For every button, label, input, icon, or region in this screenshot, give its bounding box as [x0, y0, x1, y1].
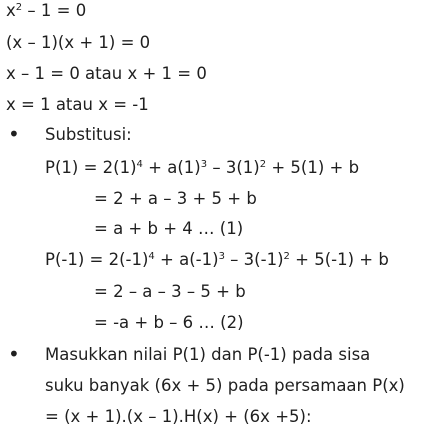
bullet-marker: •: [8, 342, 20, 366]
superscript: 2: [15, 2, 23, 13]
equation-line: [45, 158, 359, 178]
superscript: 4: [136, 159, 143, 170]
text-run: = -a + b – 6 … (2): [94, 313, 244, 332]
equation-line: [94, 313, 244, 333]
text-run: P(1) = 2(1): [45, 158, 137, 177]
text-run: – 3(-1): [224, 250, 284, 269]
text-run: suku banyak (6x + 5) pada persamaan P(x): [45, 376, 405, 395]
text-run: = (x + 1).(x – 1).H(x) + (6x +5):: [45, 407, 312, 426]
equation-line: [6, 95, 149, 115]
text-run: – 3(1): [207, 158, 260, 177]
text-run: + 5(1) + b: [266, 158, 360, 177]
text-run: Masukkan nilai P(1) dan P(-1) pada sisa: [45, 345, 371, 364]
superscript: 3: [218, 251, 225, 262]
equation-line: [6, 64, 207, 84]
text-run: x = 1 atau x = -1: [6, 95, 149, 114]
text-run: x: [6, 1, 16, 20]
superscript: 2: [259, 159, 267, 170]
equation-line: [6, 1, 86, 21]
text-run: x – 1 = 0 atau x + 1 = 0: [6, 64, 207, 83]
text-run: = 2 – a – 3 – 5 + b: [94, 282, 246, 301]
text-run: = 2 + a – 3 + 5 + b: [94, 189, 257, 208]
equation-line: [45, 250, 389, 270]
text-run: = a + b + 4 … (1): [94, 219, 244, 238]
superscript: 3: [200, 159, 208, 170]
equation-line: [94, 189, 257, 209]
bullet-marker: •: [8, 122, 20, 146]
text-run: + a(-1): [154, 250, 219, 269]
text-run: – 1 = 0: [22, 1, 87, 20]
paragraph-line: [45, 376, 405, 396]
equation-line: [94, 219, 243, 239]
text-run: + 5(-1) + b: [289, 250, 389, 269]
superscript: 2: [283, 251, 290, 262]
text-run: P(-1) = 2(-1): [45, 250, 149, 269]
text-run: Substitusi:: [45, 125, 132, 144]
text-run: + a(1): [142, 158, 201, 177]
paragraph-line: [45, 345, 370, 365]
superscript: 4: [148, 251, 155, 262]
equation-line: [94, 282, 246, 302]
substitution-heading: [45, 125, 132, 145]
equation-line: [6, 33, 150, 53]
text-run: (x – 1)(x + 1) = 0: [6, 33, 151, 52]
paragraph-line: [45, 407, 312, 427]
